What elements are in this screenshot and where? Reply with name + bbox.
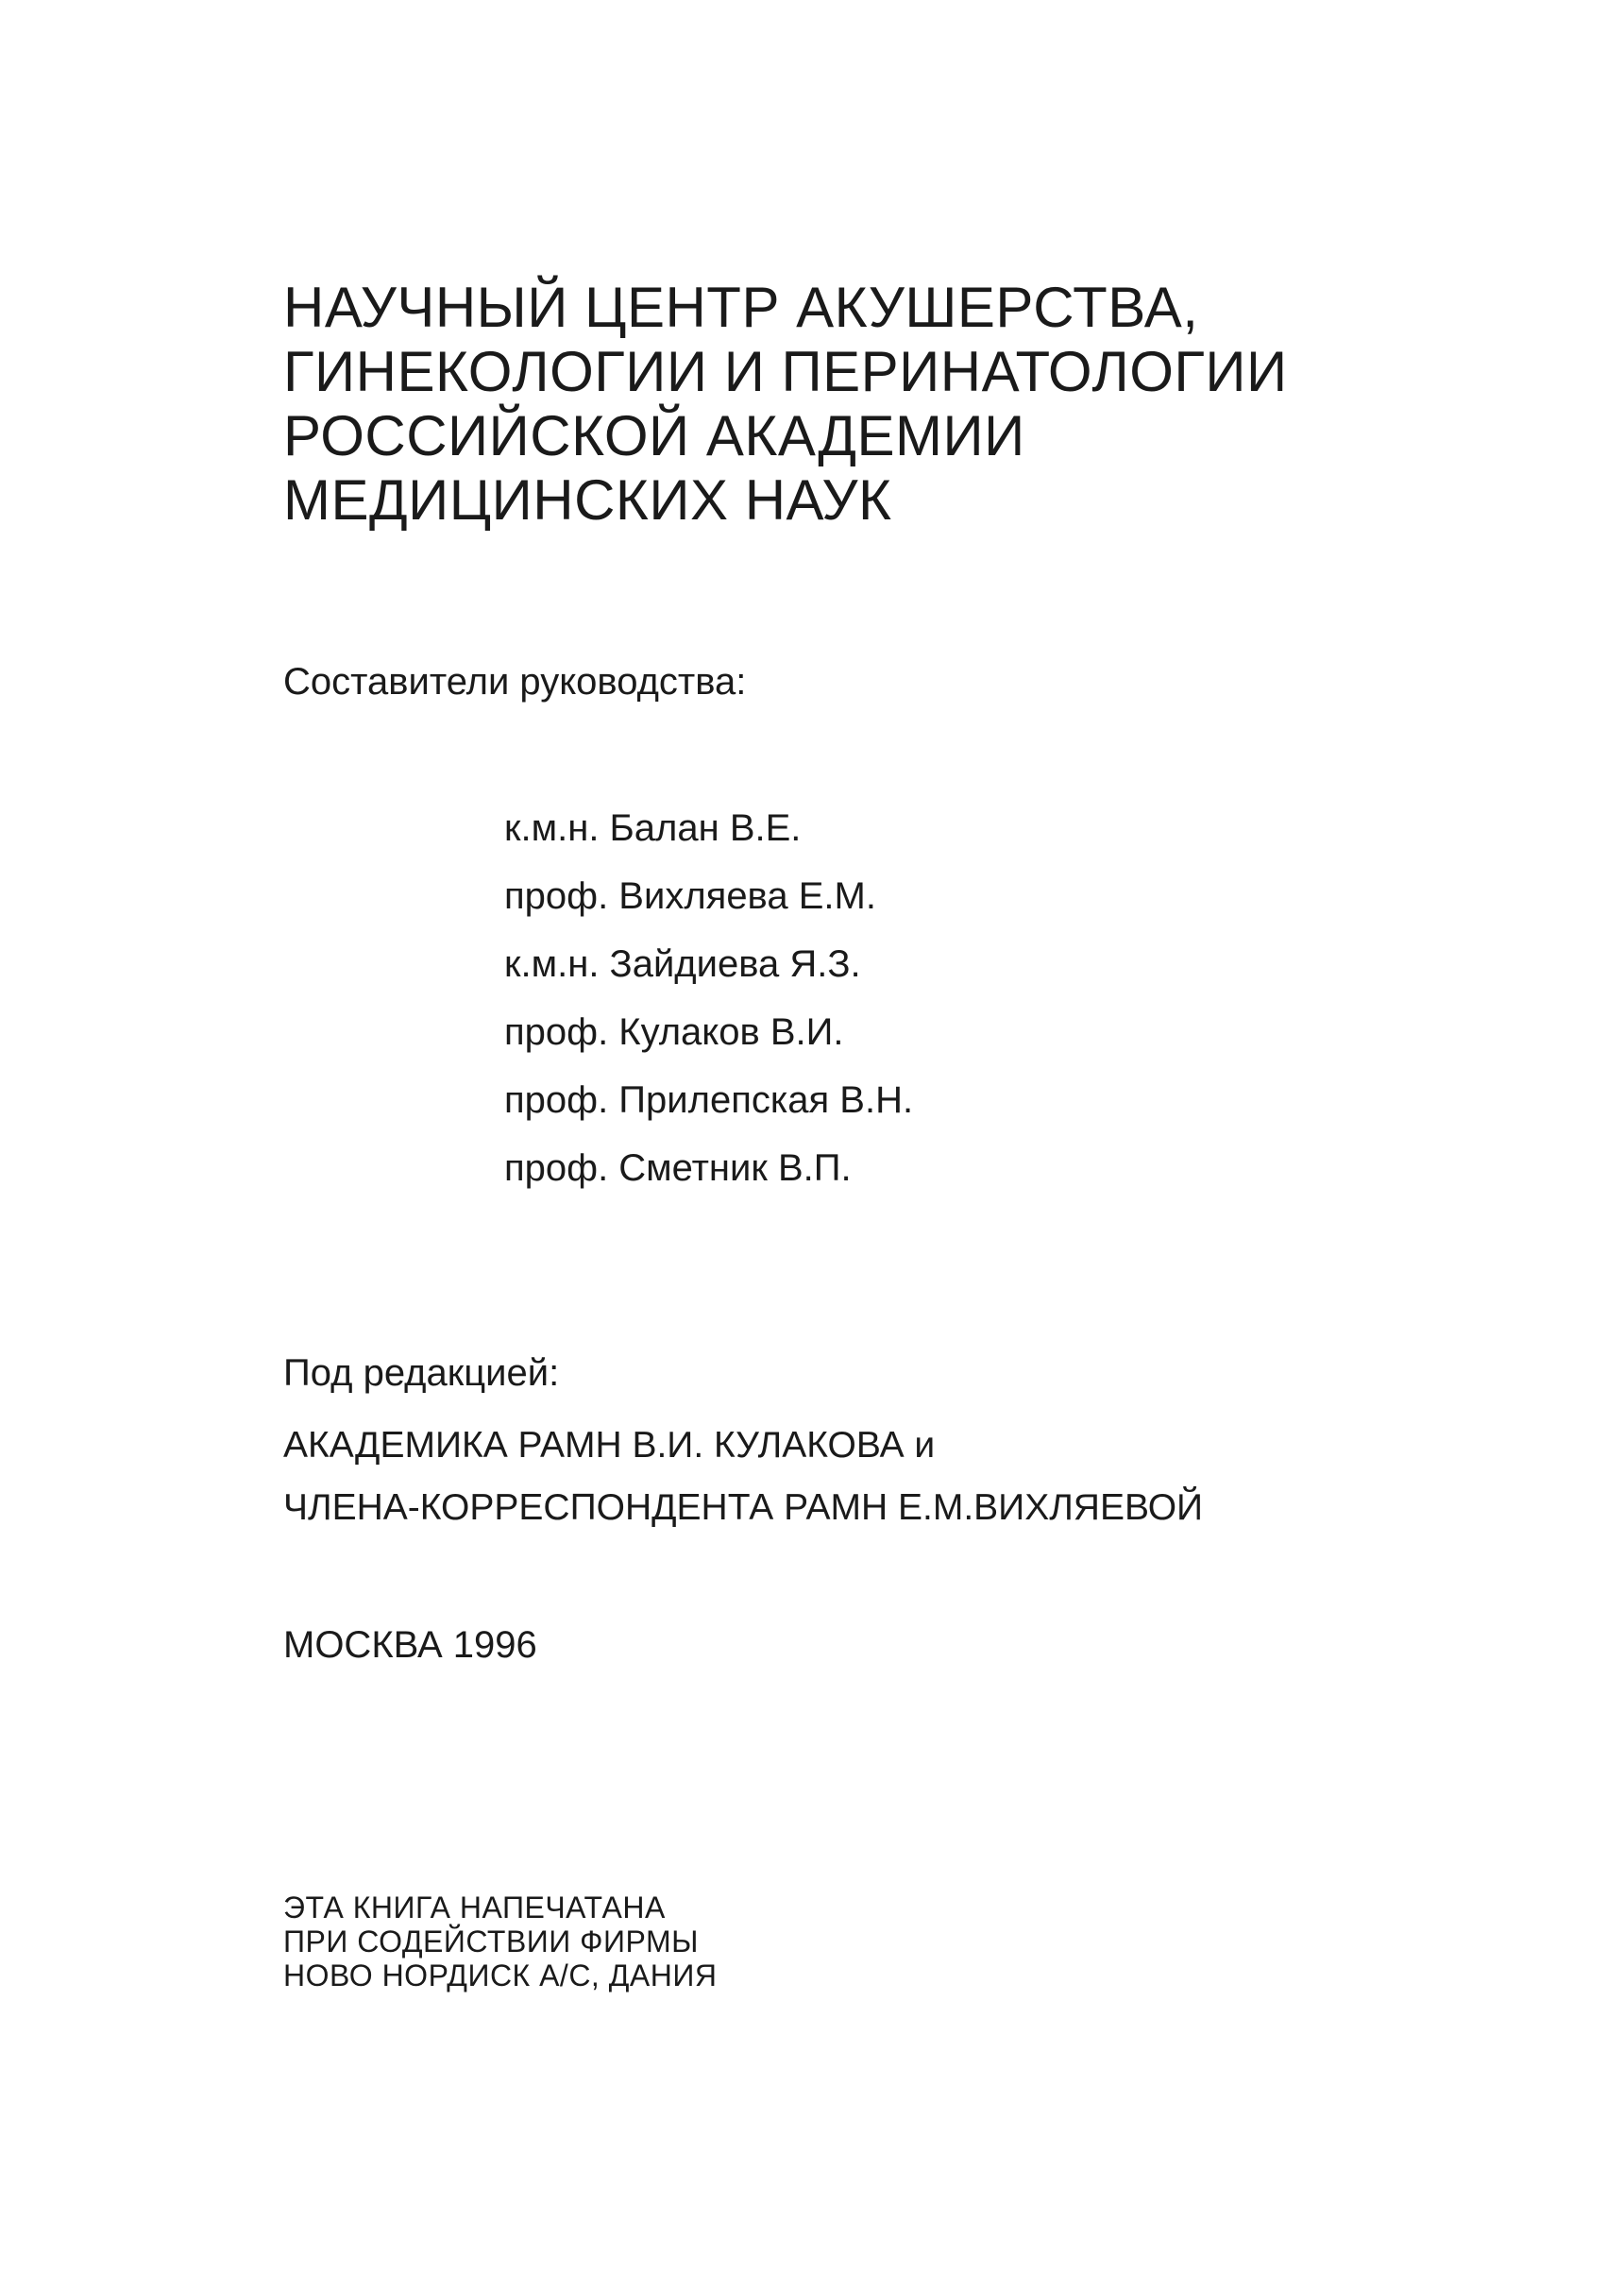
compilers-heading: Составители руководства: (283, 661, 747, 703)
editor-line: ЧЛЕНА-КОРРЕСПОНДЕНТА РАМН Е.М.ВИХЛЯЕВОЙ (283, 1487, 1204, 1528)
sponsor-note (283, 1891, 717, 1992)
compiler-name: проф. Вихляева Е.М. (504, 875, 876, 917)
title-line: МЕДИЦИНСКИХ НАУК (283, 468, 892, 532)
sponsor-line: ПРИ СОДЕЙСТВИИ ФИРМЫ (283, 1924, 699, 1958)
title-line: ГИНЕКОЛОГИИ И ПЕРИНАТОЛОГИИ (283, 340, 1288, 403)
title-line: НАУЧНЫЙ ЦЕНТР АКУШЕРСТВА, (283, 276, 1199, 339)
editors-heading: Под редакцией: (283, 1352, 560, 1394)
compilers-list (504, 805, 913, 1213)
city-year: МОСКВА 1996 (283, 1624, 537, 1666)
compiler-name: проф. Кулаков В.И. (504, 1011, 844, 1053)
compiler-name: проф. Прилепская В.Н. (504, 1079, 914, 1121)
compiler-name: проф. Сметник В.П. (504, 1147, 852, 1189)
compiler-name: к.м.н. Балан В.Е. (504, 807, 802, 849)
sponsor-line: ЭТА КНИГА НАПЕЧАТАНА (283, 1891, 666, 1924)
compiler-name: к.м.н. Зайдиева Я.З. (504, 943, 861, 985)
sponsor-line: НОВО НОРДИСК А/С, ДАНИЯ (283, 1958, 718, 1992)
title-line: РОССИЙСКОЙ АКАДЕМИИ (283, 404, 1025, 467)
institution-title (283, 276, 1416, 533)
editor-line: АКАДЕМИКА РАМН В.И. КУЛАКОВА и (283, 1425, 936, 1466)
